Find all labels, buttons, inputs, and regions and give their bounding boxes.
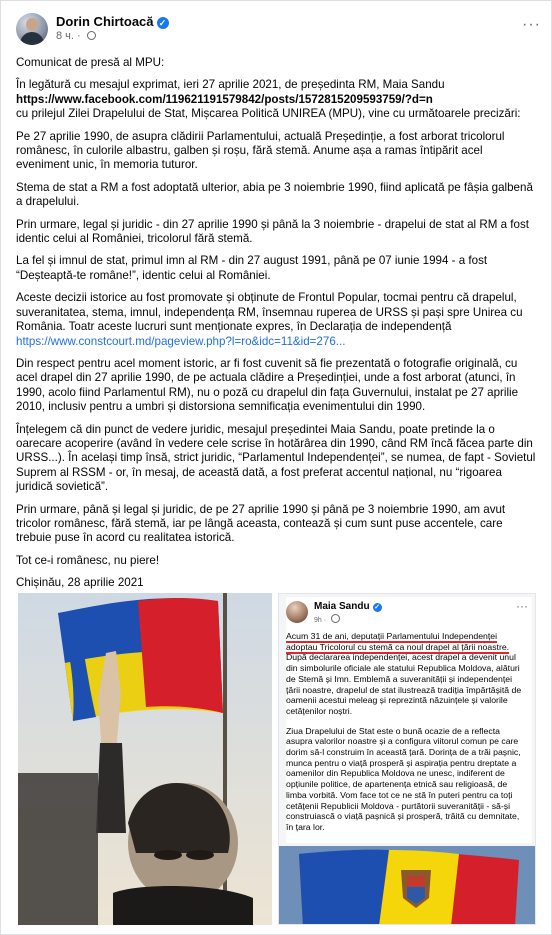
more-options-icon[interactable]: ··· — [522, 16, 541, 33]
post-paragraph: Prin urmare, până și legal și juridic, de pe 27 aprilie 1990 și până pe 3 noiembrie 1990, am avut tricolor românesc, fără stemă, iar pe lângă aceasta, contează și cum sunt puse accentele, care trebuie puse în acord cu realitatea istorică. — [16, 502, 506, 545]
post-paragraph-text: Aceste decizii istorice au fost promovate și obținute de Frontul Popular, tocmai pentru că drapelul, suveranitatea, stema, imnul, independența RM, însemnau ruperea de URSS și pași spre Unirea cu România. Toatr aceste lucruri sunt menționate expres, în Declarația de independență — [16, 291, 523, 334]
post-paragraph: Chișinău, 28 aprilie 2021 — [16, 576, 144, 590]
post-paragraph-text: cu prilejul Zilei Drapelului de Stat, Mișcarea Politică UNIREA (MPU), vine cu următoarele precizări: — [16, 107, 521, 121]
screenshot-paragraph: Ziua Drapelului de Stat este o bună ocazie de a reflecta asupra valorilor noastre și a configura viitorul comun pe care dorim să-l construim în această țară. Dorința de a trăi pașnic, munca pentru o viață prosperă și aspirația pentru dreptate a oamenilor din Republica Moldova ne unesc, indiferent de opțiunile politice, de apartenența etnică sau religioasă, de limba vorbită. Vom face tot ce ne stă în puteri pentru ca toți cetățenii Republicii Moldova - purtătorii suveranității - să-și construiască o viață pașnică și prosperă, trăită cu demnitate, în țara lor. — [286, 725, 521, 832]
constcourt-link[interactable]: https://www.constcourt.md/pageview.php?l=ro&idc=11&id=276... — [16, 334, 346, 348]
post-paragraph-text: În legătură cu mesajul exprimat, ieri 27 aprilie 2021, de președinta RM, Maia Sandu — [16, 78, 445, 92]
post-paragraph: La fel și imnul de stat, primul imn al RM - din 27 august 1991, până pe 07 iunie 1994 - a fost “Deșteaptă-te române!”, identic celui al României. — [16, 254, 488, 282]
avatar-body — [20, 32, 44, 45]
screenshot-author — [314, 601, 382, 612]
author-name[interactable] — [56, 14, 169, 29]
post-paragraph: Din respect pentru acel moment istoric, ar fi fost cuvenit să fie prezentată o fotografie originală, cu acel drapel din 27 aprilie 1990, de pe actuala clădire a Președinției, unde a fost arborat (atunci, în 1990, acolo fiind Parlamentul RM), nu o poză cu drapelul din fața Guvernului, instalat pe 27 aprilie 2010, inclusiv pentru a umbri și distorsiona semnificația evenimentului din 1990. — [16, 356, 519, 414]
screenshot-underlined-text: Acum 31 de ani, deputații Parlamentului Independenței adoptau Tricolorul cu stemă ca noul drapel al țării noastre. — [286, 631, 510, 652]
post-paragraph: Tot ce-i românesc, nu piere! — [16, 553, 160, 567]
screenshot-author-text: Maia Sandu — [314, 601, 370, 612]
screenshot-text-rest: După declararea independenței, acest drapel a devenit unul din simbolurile oficiale ale statului Republica Moldova, alături de Stemă și Imn. Emblemă a suveranității și independenței țării noastre, drapelul de stat ilustrează tradiția împărtășită de oamenii acestui meleag și reprezintă năzuințele și valorile cetățenilor noștri. — [286, 652, 522, 716]
screenshot-globe-icon — [331, 614, 340, 623]
post-paragraph — [16, 78, 538, 121]
screenshot-meta: 9h · — [314, 614, 340, 624]
screenshot-time: 9h — [314, 617, 322, 624]
historic-flag-photo[interactable] — [18, 593, 272, 925]
verified-icon: ✓ — [157, 17, 169, 29]
post-body — [16, 56, 538, 599]
screenshot-verified-icon: ✓ — [374, 604, 381, 611]
post-paragraph: Prin urmare, legal și juridic - din 27 aprilie 1990 și până la 3 noiembrie - drapelui de stat al RM a fost identic celui al României, tricolorul fără stemă. — [16, 217, 529, 246]
post-paragraph — [16, 291, 538, 349]
flag-blue-stripe — [299, 850, 389, 925]
screenshot-text — [286, 631, 528, 842]
author-avatar[interactable] — [16, 13, 48, 45]
post-meta: 8 ч. · — [56, 30, 96, 42]
screenshot-card — [286, 597, 532, 843]
screenshot-more-icon: ··· — [516, 599, 528, 613]
crowd-shadow — [18, 773, 98, 925]
tricolor-flag — [58, 598, 223, 721]
globe-icon — [87, 31, 96, 40]
facebook-link[interactable]: https://www.facebook.com/119621191579842/posts/1572815209593759/?d=n — [16, 92, 433, 106]
historic-flag-illustration — [18, 593, 272, 925]
moldova-flag-photo — [279, 846, 536, 925]
author-name-text[interactable]: Dorin Chirtoacă — [56, 14, 154, 29]
maia-sandu-post-screenshot[interactable] — [278, 593, 536, 925]
screenshot-paragraph — [286, 631, 528, 717]
post-paragraph: Înțelegem că din punct de vedere juridic, mesajul președintei Maia Sandu, poate pretinde la o oarecare acoperire (având în vedere cele scrise în hotărârea din 1990, când RM încă făcea parte din URSS...). În același timp însă, strict juridic, “Parlamentul Independenței”, se numea, de fapt - Sovietul Suprem al RSSM - or, în mesaj, de această dată, a fost preferat accentul național, nu “rigoarea juridică sovietică”. — [16, 422, 536, 494]
post-time[interactable]: 8 ч. — [56, 30, 74, 42]
post-paragraph: Stema de stat a RM a fost adoptată ulterior, abia pe 3 noiembrie 1990, fiind aplicată pe fâșia galbenă a drapelului. — [16, 180, 533, 209]
post-header — [16, 11, 541, 47]
post-paragraph: Comunicat de presă al MPU: — [16, 56, 165, 69]
avatar-head — [26, 18, 38, 31]
post-paragraph: Pe 27 aprilie 1990, de asupra clădirii Parlamentului, actuală Președinție, a fost arborat tricolorul românesc, în culorile albastru, galben și roșu, fără stemă. Anume așa a ramas întipărit acel eveniment unic, în memoria tuturor. — [16, 129, 505, 172]
screenshot-avatar — [286, 601, 308, 623]
